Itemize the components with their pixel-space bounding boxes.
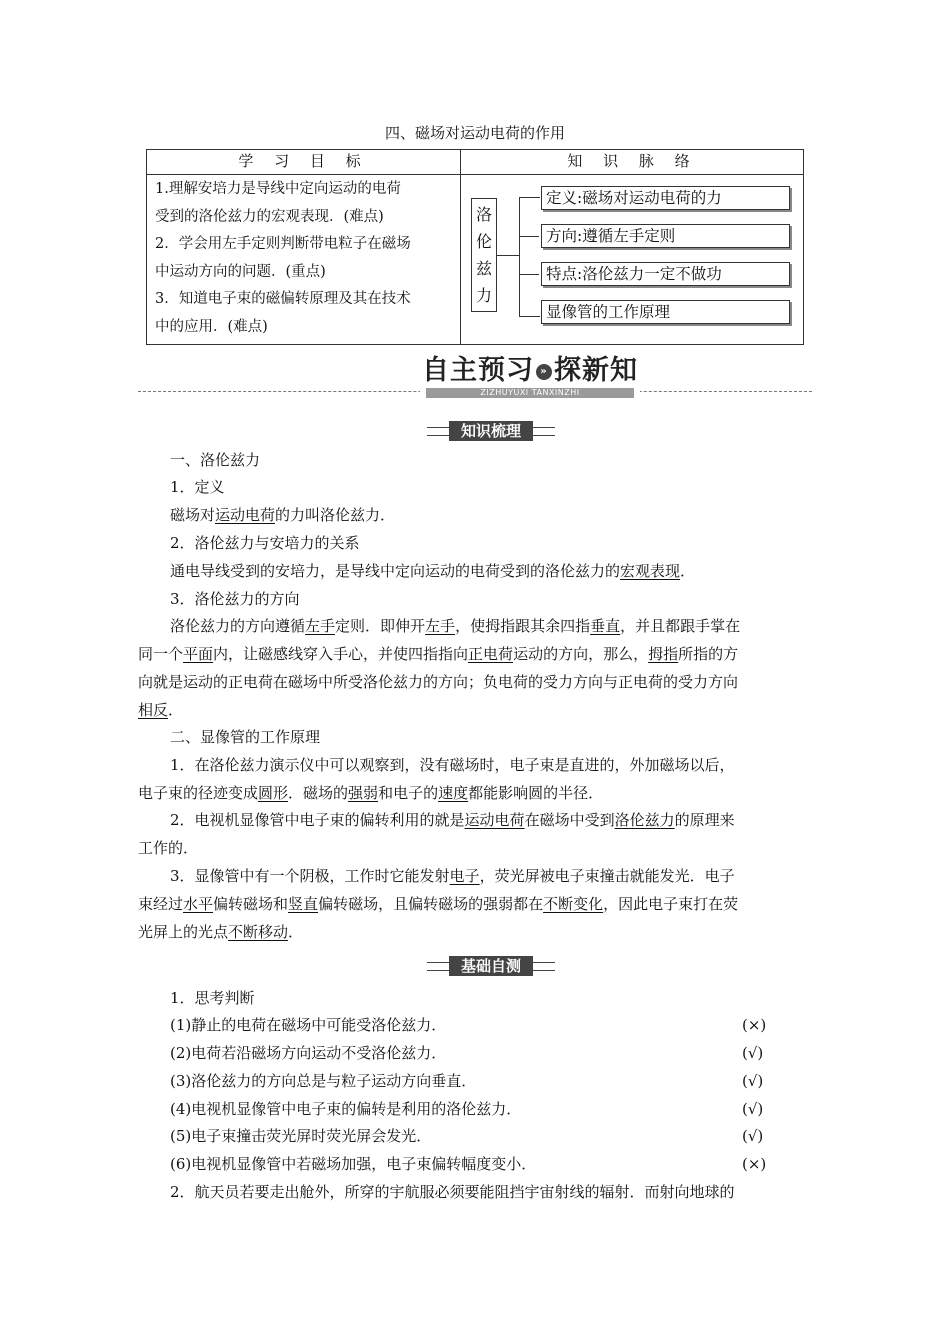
paragraph-crt-2a: 2．电视机显像管中电子束的偏转利用的就是运动电荷在磁场中受到洛伦兹力的原理来 (170, 811, 735, 829)
subheading-relation: 2．洛伦兹力与安培力的关系 (170, 534, 360, 552)
concept-box (471, 198, 497, 312)
judgement-item: (4)电视机显像管中电子束的偏转是利用的洛伦兹力． (170, 1100, 522, 1118)
concept-char: 伦 (475, 232, 492, 251)
heading-lorentz: 一、洛伦兹力 (170, 451, 261, 469)
judgement-mark: (×) (742, 1155, 767, 1173)
lesson-title: 四、磁场对运动电荷的作用 (384, 124, 565, 142)
judgement-item: (1)静止的电荷在磁场中可能受洛伦兹力． (170, 1016, 447, 1034)
bracket-line (519, 197, 540, 317)
goal-line: 受到的洛伦兹力的宏观表现．(难点) (155, 208, 384, 225)
paragraph-direction-2: 同一个平面内，让磁感线穿入手心，并使四指指向正电荷运动的方向，那么，拇指所指的方 (138, 645, 739, 663)
goal-line: 1.理解安培力是导线中定向运动的电荷 (155, 181, 401, 197)
branch-direction: 方向:遵循左手定则 (541, 224, 790, 248)
connector-line (497, 255, 519, 256)
knowledge-map-header: 知 识 脉 络 (460, 150, 804, 175)
goal-line: 3．知道电子束的磁偏转原理及其在技术 (155, 291, 411, 307)
paragraph-crt-2b: 工作的． (138, 839, 199, 857)
branch-crt-principle: 显像管的工作原理 (541, 300, 790, 324)
banner-title-a: 自主预习 (422, 355, 534, 386)
paragraph-definition: 磁场对运动电荷的力叫洛伦兹力． (170, 506, 396, 524)
banner-title (420, 354, 640, 388)
paragraph-direction-4: 相反． (138, 701, 184, 719)
subheading-definition: 1．定义 (170, 478, 225, 496)
learning-goals (155, 176, 455, 341)
heading-crt: 二、显像管的工作原理 (170, 728, 321, 746)
paragraph-crt-3a: 3．显像管中有一个阴极，工作时它能发射电子，荧光屏被电子束撞击就能发光．电子 (170, 867, 735, 885)
judgement-item: (6)电视机显像管中若磁场加强，电子束偏转幅度变小． (170, 1155, 537, 1173)
goal-line: 中运动方向的问题．(重点) (155, 263, 326, 280)
section-banner (420, 354, 640, 398)
judgement-item: (2)电荷若沿磁场方向运动不受洛伦兹力． (170, 1044, 447, 1062)
concept-char: 力 (475, 286, 492, 305)
goal-line: 中的应用．(难点) (155, 318, 268, 335)
subheading-direction: 3．洛伦兹力的方向 (170, 590, 300, 608)
judgement-mark: (×) (742, 1016, 767, 1034)
learning-goals-header: 学 习 目 标 (147, 150, 460, 175)
branch-definition: 定义:磁场对运动电荷的力 (541, 186, 790, 210)
knowledge-review-header (427, 421, 555, 441)
bracket-tick (519, 274, 539, 275)
arrow-icon: » (536, 364, 552, 380)
question-2: 2．航天员若要走出舱外，所穿的宇航服必须要能阻挡宇宙射线的辐射．而射向地球的 (170, 1183, 735, 1201)
table-divider (460, 174, 461, 344)
banner-subtitle: ZIZHUYUXI TANXINZHI (426, 388, 634, 398)
paragraph-crt-1b: 电子束的径迹变成圆形．磁场的强弱和电子的速度都能影响圆的半径． (138, 784, 604, 802)
paragraph-direction-1: 洛伦兹力的方向遵循左手定则．即伸开左手，使拇指跟其余四指垂直，并且都跟手掌在 (170, 617, 741, 635)
goal-line: 2．学会用左手定则判断带电粒子在磁场 (155, 236, 411, 252)
heading-judgement: 1．思考判断 (170, 989, 255, 1007)
judgement-mark: (√) (742, 1127, 764, 1145)
judgement-item: (3)洛伦兹力的方向总是与粒子运动方向垂直． (170, 1072, 477, 1090)
header-label: 基础自测 (449, 956, 533, 976)
concept-char: 洛 (475, 205, 492, 224)
paragraph-direction-3: 向就是运动的正电荷在磁场中所受洛伦兹力的方向；负电荷的受力方向与正电荷的受力方向 (138, 673, 739, 691)
paragraph-crt-1a: 1．在洛伦兹力演示仪中可以观察到，没有磁场时，电子束是直进的，外加磁场以后， (170, 756, 735, 774)
paragraph-relation: 通电导线受到的安培力，是导线中定向运动的电荷受到的洛伦兹力的宏观表现． (170, 562, 696, 580)
branch-feature: 特点:洛伦兹力一定不做功 (541, 262, 790, 286)
paragraph-crt-3c: 光屏上的光点不断移动． (138, 923, 304, 941)
concept-char: 兹 (475, 259, 492, 278)
banner-title-b: 探新知 (554, 355, 638, 386)
self-test-header (427, 956, 555, 976)
paragraph-crt-3b: 束经过水平偏转磁场和竖直偏转磁场，且偏转磁场的强弱都在不断变化，因此电子束打在荧 (138, 895, 739, 913)
judgement-mark: (√) (742, 1100, 764, 1118)
bracket-tick (519, 236, 539, 237)
judgement-item: (5)电子束撞击荧光屏时荧光屏会发光． (170, 1127, 432, 1145)
judgement-mark: (√) (742, 1044, 764, 1062)
judgement-mark: (√) (742, 1072, 764, 1090)
header-label: 知识梳理 (449, 421, 533, 441)
